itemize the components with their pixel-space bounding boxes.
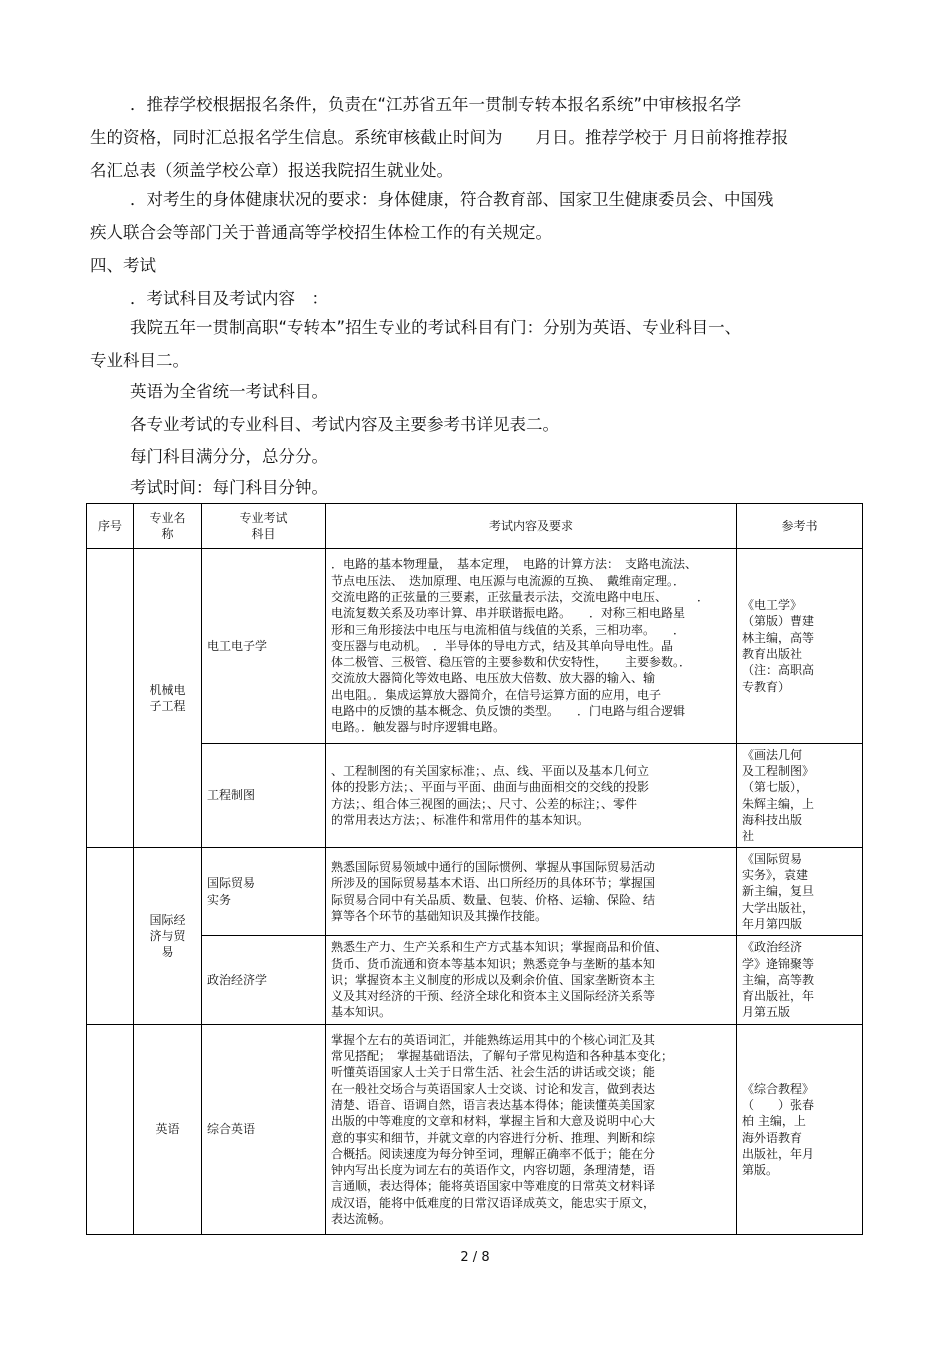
paragraph-time xyxy=(90,471,870,504)
text-line: ．对考生的身体健康状况的要求：身体健康，符合教育部、国家卫生健康委员会、中国残 xyxy=(130,190,774,209)
ref-cell: 《综合教程》 （ ）张春 柏 主编，上 海外语教育 出版社，年月 第版。 xyxy=(737,1025,863,1235)
major-cell: 机械电 子工程 xyxy=(134,549,202,848)
content-cell: ．电路的基本物理量， 基本定理， 电路的计算方法： 支路电流法、 节点电压法、 迭加原理、电压源与电流源的互换、 戴维南定理。． 交流电路的正弦量的三要素，正弦量表示法，交流电路中电压、 ． 电流复数关系及功率计算、串并联谐振电路。 ．对称三相电路星 形和三角形接法中电压与电流相值与线值的关系，三相功率。 ． 变压器与电动机。 ．半导体的导电方式，结及其单向导电性。晶 体二极管、三极管、稳压管的主要参数和伏安特性， 主要参数。． 交流放大器简化等效电路、电压放大倍数、放大器的输入、输 出电阻。．集成运算放大器简介，在信号运算方面的应用，电子 电路中的反馈的基本概念、负反馈的类型。 ．门电路与组合逻辑 电路。．触发器与时序逻辑电路。 xyxy=(326,549,737,744)
ref-cell: 《国际贸易 实务》，袁建 新主编，复旦 大学出版社， 年月第四版 xyxy=(737,848,863,936)
text-line: ．推荐学校根据报名条件，负责在“江苏省五年一贯制专转本报名系统”中审核报名学 xyxy=(130,95,742,114)
header-subject: 专业考试 科目 xyxy=(202,504,326,549)
text-line: 英语为全省统一考试科目。 xyxy=(130,382,328,401)
text-line: 各专业考试的专业科目、考试内容及主要参考书详见表二。 xyxy=(130,415,559,434)
exam-subjects-table xyxy=(86,503,863,1235)
ref-cell: 《电工学》 （第版）曹建 林主编，高等 教育出版社 （注：高职高 专教育） xyxy=(737,549,863,744)
table-row xyxy=(87,848,863,936)
text-line: 疾人联合会等部门关于普通高等学校招生体检工作的有关规定。 xyxy=(90,223,552,242)
major-cell: 英语 xyxy=(134,1025,202,1235)
section-heading-exam xyxy=(90,249,870,282)
subject-cell: 政治经济学 xyxy=(202,936,326,1025)
table-header-row xyxy=(87,504,863,549)
text-line: 我院五年一贯制高职“专转本”招生专业的考试科目有门：分别为英语、专业科目一、 xyxy=(130,318,742,337)
text-line: 名汇总表（须盖学校公章）报送我院招生就业处。 xyxy=(90,161,453,180)
seq-cell xyxy=(87,1025,134,1235)
ref-cell: 《画法几何 及工程制图》 （第七版）， 朱辉主编，上 海科技出版 社 xyxy=(737,744,863,848)
subject-cell: 综合英语 xyxy=(202,1025,326,1235)
section-heading: 四、考试 xyxy=(90,256,156,275)
seq-cell xyxy=(87,549,134,848)
paragraph-recommendation xyxy=(90,88,870,187)
content-cell: 熟悉国际贸易领域中通行的国际惯例、掌握从事国际贸易活动 所涉及的国际贸易基本术语、出口所经历的具体环节；掌握国 际贸易合同中有关品质、数量、包装、价格、运输、保险、结 算等各个环节的基础知识及其操作技能。 xyxy=(326,848,737,936)
paragraph-health xyxy=(90,183,870,249)
ref-cell: 《政治经济 学》逄锦聚等 主编，高等教 育出版社，年 月第五版 xyxy=(737,936,863,1025)
table-row xyxy=(87,744,863,848)
subject-cell: 电工电子学 xyxy=(202,549,326,744)
paragraph-score xyxy=(90,440,870,473)
table-row xyxy=(87,549,863,744)
header-seq: 序号 xyxy=(87,504,134,549)
content-cell: 、工程制图的有关国家标准；、点、线、平面以及基本几何立 体的投影方法；、平面与平面、曲面与曲面相交的交线的投影 方法；、组合体三视图的画法；、尺寸、公差的标注；、零件 的常用表达方法；、标准件和常用件的基本知识。 xyxy=(326,744,737,848)
subject-cell: 工程制图 xyxy=(202,744,326,848)
content-cell: 掌握个左右的英语词汇，并能熟练运用其中的个核心词汇及其 常见搭配； 掌握基础语法，了解句子常见构造和各种基本变化； 听懂英语国家人士关于日常生活、社会生活的讲话或交谈；能 在一般社交场合与英语国家人士交谈、讨论和发言，做到表达 清楚、语音、语调自然，语言表达基本得体；能读懂英美国家 出版的中等难度的文章和材料，掌握主旨和大意及说明中心大 意的事实和细节，并就文章的内容进行分析、推理、判断和综 合概括。阅读速度为每分钟至词，理解正确率不低于；能在分 钟内写出长度为词左右的英语作文，内容切题，条理清楚，语 言通顺，表达得体；能将英语国家中等难度的日常英文材料译 成汉语，能将中低难度的日常汉语译成英文，能忠实于原文， 表达流畅。 xyxy=(326,1025,737,1235)
subject-cell: 国际贸易 实务 xyxy=(202,848,326,936)
table-row xyxy=(87,936,863,1025)
text-line: ．考试科目及考试内容 ： xyxy=(130,289,328,308)
text-line: 每门科目满分分，总分分。 xyxy=(130,447,328,466)
text-line: 生的资格，同时汇总报名学生信息。系统审核截止时间为 月日。推荐学校于 月日前将推荐报 xyxy=(90,128,789,147)
header-content: 考试内容及要求 xyxy=(326,504,737,549)
header-ref: 参考书 xyxy=(737,504,863,549)
content-cell: 熟悉生产力、生产关系和生产方式基本知识；掌握商品和价值、 货币、货币流通和资本等基本知识；熟悉竞争与垄断的基本知 识；掌握资本主义制度的形成以及剩余价值、国家垄断资本主 义及其对经济的干预、经济全球化和资本主义国际经济关系等 基本知识。 xyxy=(326,936,737,1025)
seq-cell xyxy=(87,848,134,1025)
page-number: 2 / 8 xyxy=(460,1250,490,1265)
header-major: 专业名 称 xyxy=(134,504,202,549)
text-line: 考试时间：每门科目分钟。 xyxy=(130,478,328,497)
major-cell: 国际经 济与贸 易 xyxy=(134,848,202,1025)
paragraph-table-ref xyxy=(90,408,870,441)
table-row xyxy=(87,1025,863,1235)
paragraph-english xyxy=(90,375,870,408)
paragraph-subjects xyxy=(90,311,870,377)
text-line: 专业科目二。 xyxy=(90,351,189,370)
